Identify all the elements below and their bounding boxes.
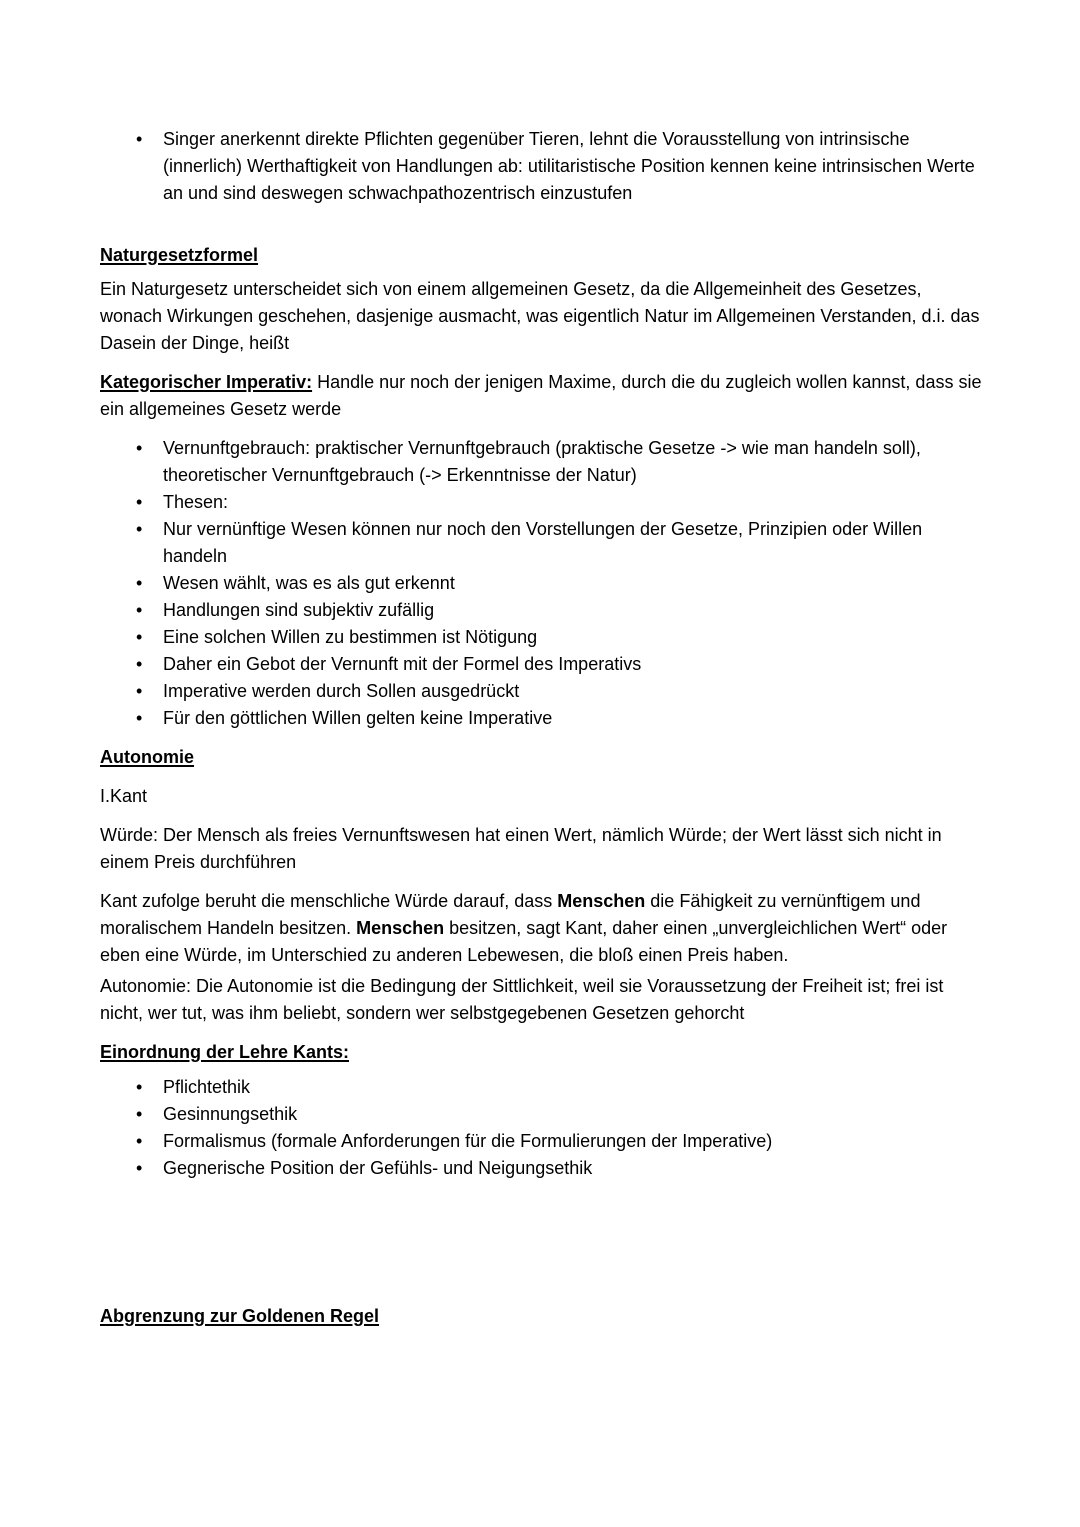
kategorischer-imperativ-text: Handle nur noch der jenigen Maxime, durch die du zugleich wollen kannst, dass sie ein allgemeines Gesetz werde <box>100 372 982 419</box>
list-item-handlungen: • Handlungen sind subjektiv zufällig <box>100 597 984 624</box>
kant-zufolge-part3: besitzen, sagt Kant, daher einen „unvergleichlichen Wert“ oder eben eine Würde, im Unterschied zu anderen Lebewesen, die bloß einen Preis haben. <box>100 918 948 965</box>
kategorischer-imperativ-label: Kategorischer Imperativ: <box>100 372 313 392</box>
heading-einordnung: Einordnung der Lehre Kants: <box>100 1042 350 1062</box>
list-item-vernuenftige-wesen: • Nur vernünftige Wesen können nur noch den Vorstellungen der Gesetze, Prinzipien oder Willen handeln <box>100 516 984 570</box>
heading-autonomie: Autonomie <box>100 747 194 767</box>
list-item-thesen: • Thesen: <box>100 489 984 516</box>
intro-bullet-list <box>100 126 984 207</box>
list-item-goettlicher-wille: • Für den göttlichen Willen gelten keine Imperative <box>100 705 984 732</box>
heading-abgrenzung: Abgrenzung zur Goldenen Regel <box>100 1306 380 1326</box>
list-item-imperative-sollen: • Imperative werden durch Sollen ausgedrückt <box>100 678 984 705</box>
list-item-gegnerische-position: • Gegnerische Position der Gefühls- und Neigungsethik <box>100 1155 984 1182</box>
einordnung-bullet-list <box>100 1074 984 1182</box>
kant-zufolge-part1: Kant zufolge beruht die menschliche Würde darauf, dass <box>100 891 558 911</box>
list-item-vernunftgebrauch: • Vernunftgebrauch: praktischer Vernunftgebrauch (praktische Gesetze -> wie man handeln soll), theoretischer Vernunftgebrauch (-> Erkenntnisse der Natur) <box>100 435 984 489</box>
list-item-noetigung: • Eine solchen Willen zu bestimmen ist Nötigung <box>100 624 984 651</box>
list-item-gesinnungsethik: • Gesinnungsethik <box>100 1101 984 1128</box>
kant-zufolge-part2: die Fähigkeit zu vernünftigem und moralischem Handeln besitzen. <box>100 891 921 938</box>
para-ikant: I.Kant <box>100 786 148 806</box>
para-kategorischer-imperativ <box>100 369 984 423</box>
para-wuerde: Würde: Der Mensch als freies Vernunftswesen hat einen Wert, nämlich Würde; der Wert lässt sich nicht in einem Preis durchführen <box>100 825 942 872</box>
para-autonomie-definition: Autonomie: Die Autonomie ist die Bedingung der Sittlichkeit, weil sie Voraussetzung der Freiheit ist; frei ist nicht, wer tut, was ihm beliebt, sondern wer selbstgegebenen Gesetzen gehorcht <box>100 976 944 1023</box>
list-item-singer: • Singer anerkennt direkte Pflichten gegenüber Tieren, lehnt die Vorausstellung von intrinsische (innerlich) Werthaftigkeit von Handlungen ab: utilitaristische Position kennen keine intrinsischen Werte an und sind deswegen schwachpathozentrisch einzustufen <box>100 126 984 207</box>
para-kant-zufolge <box>100 888 984 969</box>
imperativ-bullet-list <box>100 435 984 732</box>
kant-zufolge-bold-menschen-2: Menschen <box>356 918 445 938</box>
heading-naturgesetzformel: Naturgesetzformel <box>100 245 259 265</box>
list-item-formalismus: • Formalismus (formale Anforderungen für die Formulierungen der Imperative) <box>100 1128 984 1155</box>
list-item-wesen-waehlt: • Wesen wählt, was es als gut erkennt <box>100 570 984 597</box>
list-item-gebot: • Daher ein Gebot der Vernunft mit der Formel des Imperativs <box>100 651 984 678</box>
kant-zufolge-bold-menschen-1: Menschen <box>557 891 646 911</box>
para-naturgesetz: Ein Naturgesetz unterscheidet sich von einem allgemeinen Gesetz, da die Allgemeinheit des Gesetzes, wonach Wirkungen geschehen, dasjenige ausmacht, was eigentlich Natur im Allgemeinen Verstanden, d.i. das Dasein der Dinge, heißt <box>100 279 980 353</box>
list-item-pflichtethik: • Pflichtethik <box>100 1074 984 1101</box>
